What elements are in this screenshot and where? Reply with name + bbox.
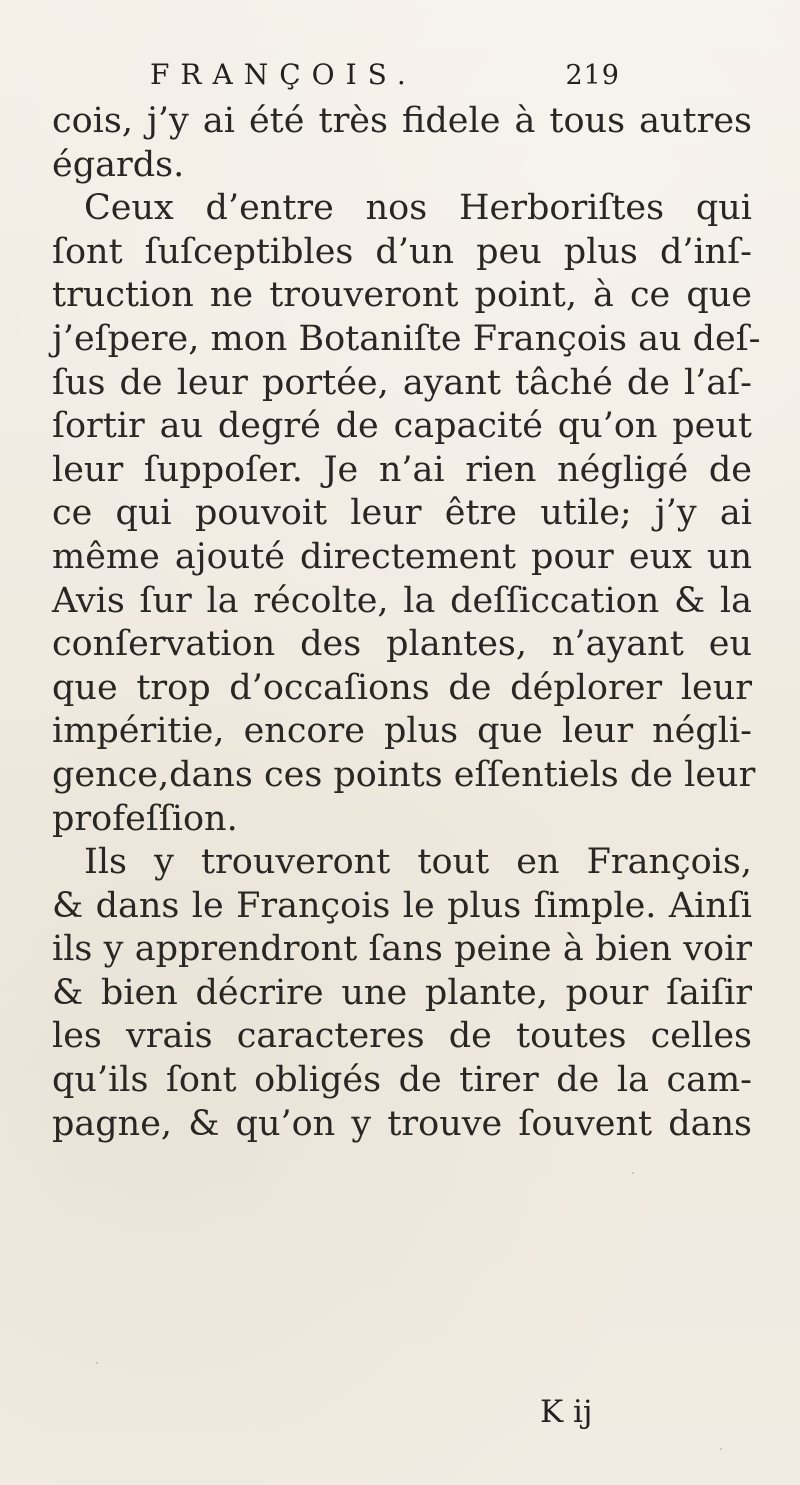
text-line: conſervation des plantes, n’ayant eu (52, 624, 752, 665)
text-line: que trop d’occaſions de déplorer leur (52, 667, 752, 708)
signature-mark: K ij (540, 1394, 593, 1430)
text-line: égards. (52, 144, 185, 185)
page-number: 219 (565, 60, 620, 91)
text-line: ſont ſuſceptibles d’un peu plus d’inſ- (52, 231, 752, 272)
text-line: gence,dans ces points eſſentiels de leur (52, 754, 756, 795)
running-head: FRANÇOIS. (150, 58, 417, 91)
text-line: pagne, & qu’on y trouve ſouvent dans (52, 1103, 752, 1144)
text-line: & dans le François le plus ſimple. Ainſi (52, 885, 752, 926)
text-line: les vrais caracteres de toutes celles (52, 1016, 752, 1057)
text-line: impéritie, encore plus que leur négli- (52, 711, 752, 752)
text-line: même ajouté directement pour eux un (52, 536, 752, 577)
paper-speck (632, 1172, 634, 1174)
body-text (52, 100, 761, 1146)
text-line: & bien décrire une plante, pour ſaiſir (52, 972, 752, 1013)
text-line: ce qui pouvoit leur être utile; j’y ai (52, 493, 752, 534)
text-line: ſus de leur portée, ayant tâché de l’aſ- (52, 362, 752, 403)
text-line: ils y apprendront ſans peine à bien voir (52, 929, 752, 970)
text-line: cois, j’y ai été très fidele à tous autres (52, 101, 752, 141)
paragraph-start-line: Ils y trouveront tout en François, (84, 842, 752, 883)
paper-speck (720, 1448, 722, 1450)
text-line: j’eſpere, mon Botaniſte François au deſ- (52, 318, 761, 359)
paragraph-start-line: Ceux d’entre nos Herboriſtes qui (84, 188, 752, 229)
text-line: leur ſuppoſer. Je n’ai rien négligé de (52, 449, 752, 490)
text-line: ſortir au degré de capacité qu’on peut (52, 406, 752, 447)
text-line: qu’ils ſont obligés de tirer de la cam- (52, 1060, 752, 1101)
text-line: profeſſion. (52, 798, 238, 839)
paper-speck (96, 1362, 98, 1364)
page-header (150, 58, 620, 98)
text-line: Avis ſur la récolte, la deſſiccation & la (52, 580, 752, 621)
text-line: truction ne trouveront point, à ce que (52, 275, 752, 316)
